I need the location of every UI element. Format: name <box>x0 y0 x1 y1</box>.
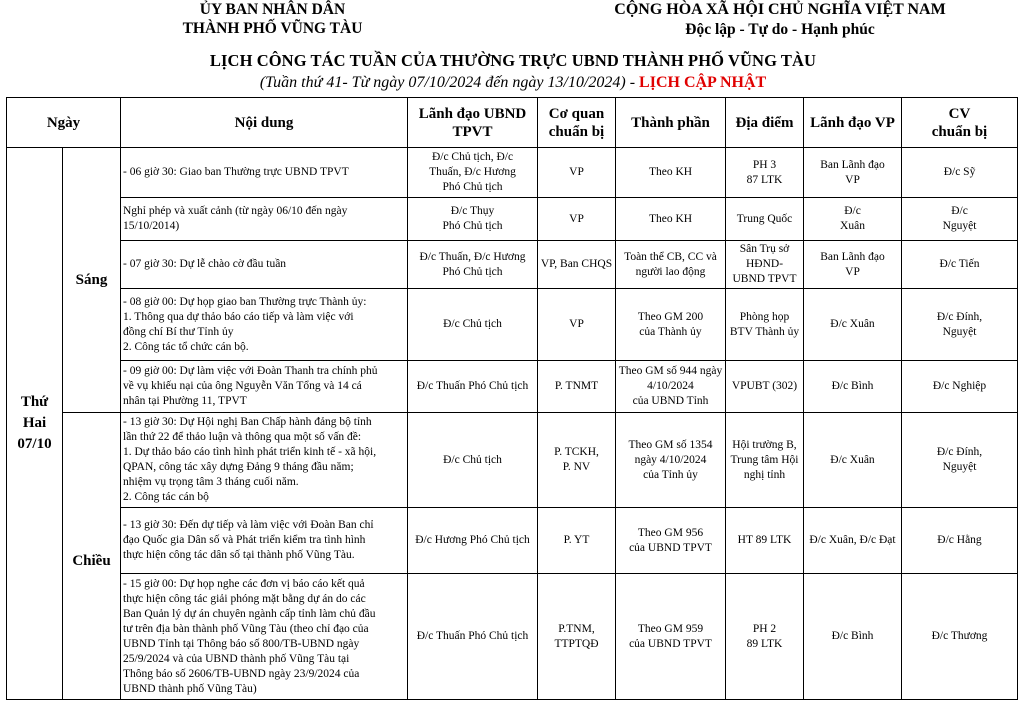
participants-cell-line: ngày 4/10/2024 <box>634 453 707 466</box>
col-header-day: Ngày <box>7 98 121 148</box>
content-cell-line: 25/9/2024 và của UBND thành phố Vũng Tàu tại <box>123 652 350 665</box>
cv-cell <box>902 574 1018 700</box>
leader-cell-line: Đ/c Thuấn Phó Chủ tịch <box>416 380 529 392</box>
content-cell-line: nhiệm vụ trọng tâm 3 tháng cuối năm. <box>123 476 299 488</box>
agency-cell <box>538 574 616 700</box>
content-cell-line: QPAN, công tác xây dựng Đảng 9 tháng đầu năm; <box>123 461 354 473</box>
office-leader-cell-line: Ban Lãnh đạo <box>820 158 885 171</box>
content-cell-line: UBND Tỉnh tại Thông báo số 800/TB-UBND ngày <box>123 637 360 650</box>
leader-cell-line: Đ/c Chủ tịch <box>443 318 502 330</box>
location-cell <box>726 198 804 241</box>
office-leader-cell <box>804 508 902 574</box>
office-leader-cell <box>804 289 902 361</box>
table-row <box>7 148 1018 198</box>
cv-cell-line: Đ/c Đính, <box>936 310 983 323</box>
leader-cell-line: Đ/c Thuấn Phó Chủ tịch <box>416 630 529 642</box>
agency-cell <box>538 198 616 241</box>
content-cell-line: 15/10/2014) <box>123 220 180 232</box>
participants-cell <box>616 413 726 508</box>
cv-cell-line: Nguyệt <box>942 461 977 473</box>
content-cell-line: nhân tại Phường 11, TPVT <box>123 395 247 407</box>
cv-cell <box>902 198 1018 241</box>
cv-cell-line: Nguyệt <box>942 325 977 338</box>
cv-cell-line: Đ/c Sỹ <box>943 166 976 178</box>
location-cell-line: Sân Trụ sở <box>739 243 790 255</box>
participants-cell <box>616 508 726 574</box>
leader-cell <box>408 574 538 700</box>
national-title: CỘNG HÒA XÃ HỘI CHỦ NGHĨA VIỆT NAM <box>614 1 946 18</box>
office-leader-cell-line: Đ/c Xuân <box>830 318 875 330</box>
issuer-line-2: THÀNH PHỐ VŨNG TÀU <box>182 20 363 37</box>
content-cell <box>121 508 408 574</box>
content-cell <box>121 198 408 241</box>
participants-cell-line: của UBND TPVT <box>629 637 712 650</box>
table-row <box>7 413 1018 508</box>
agency-cell-line: P.TNM, <box>558 622 595 635</box>
participants-cell-line: Theo KH <box>648 212 693 225</box>
agency-cell-line: VP, Ban CHQS <box>540 258 613 270</box>
location-cell <box>726 574 804 700</box>
location-cell-line: nghị tỉnh <box>743 468 786 481</box>
agency-cell-line: VP <box>569 318 584 330</box>
content-cell-line: lần thứ 22 để thảo luận và thông qua một số vấn đề: <box>123 431 362 443</box>
cv-cell <box>902 413 1018 508</box>
document-title: LỊCH CÔNG TÁC TUẦN CỦA THƯỜNG TRỰC UBND THÀNH PHỐ VŨNG TÀU <box>209 51 817 70</box>
leader-cell-line: Đ/c Thuấn, Đ/c Hương <box>419 250 526 263</box>
content-cell-line: tư trên địa bàn thành phố Vũng Tàu (theo chỉ đạo của <box>123 622 369 635</box>
cv-cell-line: Đ/c Hằng <box>937 534 982 546</box>
col-header-office-leader: Lãnh đạo VP <box>804 98 902 148</box>
office-leader-cell-line: Đ/c Bình <box>831 380 874 392</box>
content-cell-line: 1. Dự thảo báo cáo tình hình phát triển kinh tế - xã hội, <box>123 446 377 458</box>
content-cell-line: - 07 giờ 30: Dự lễ chào cờ đầu tuần <box>123 258 287 270</box>
location-cell-line: HT 89 LTK <box>737 534 792 546</box>
location-cell-line: 89 LTK <box>746 637 783 650</box>
agency-cell <box>538 289 616 361</box>
content-cell-line: đồng chí Bí thư Tỉnh ủy <box>123 325 234 338</box>
location-cell-line: BTV Thành ủy <box>729 325 800 338</box>
agency-cell-line: P. TNMT <box>554 380 599 392</box>
participants-cell-line: người lao động <box>635 265 706 278</box>
leader-cell-line: Phó Chủ tịch <box>442 265 503 278</box>
col-header-location: Địa điểm <box>726 98 804 148</box>
content-cell-line: UBND thành phố Vũng Tàu) <box>123 682 257 695</box>
content-cell-line: - 15 giờ 00: Dự họp nghe các đơn vị báo cáo kết quả <box>123 577 365 590</box>
cv-cell <box>902 241 1018 289</box>
agency-cell <box>538 508 616 574</box>
participants-cell-line: Theo GM 956 <box>637 526 704 539</box>
content-cell-line: về vụ khiếu nại của ông Nguyễn Văn Tổng và 14 cá <box>123 380 362 392</box>
location-cell <box>726 148 804 198</box>
leader-cell-line: Đ/c Hương Phó Chủ tịch <box>415 534 530 546</box>
day-label: 07/10 <box>17 436 52 452</box>
leader-cell-line: Đ/c Chủ tịch, Đ/c <box>431 151 514 163</box>
participants-cell <box>616 289 726 361</box>
participants-cell-line: của UBND Tỉnh <box>632 395 709 407</box>
office-leader-cell-line: VP <box>845 265 860 278</box>
participants-cell <box>616 574 726 700</box>
leader-cell-line: Đ/c Chủ tịch <box>443 453 502 466</box>
location-cell-line: VPUBT (302) <box>731 380 798 392</box>
office-leader-cell-line: Đ/c <box>844 205 861 217</box>
participants-cell-line: Theo GM 200 <box>637 310 704 323</box>
office-leader-cell <box>804 198 902 241</box>
content-cell <box>121 413 408 508</box>
content-cell-line: Nghỉ phép và xuất cảnh (từ ngày 06/10 đến ngày <box>123 205 348 217</box>
location-cell <box>726 289 804 361</box>
participants-cell-line: của UBND TPVT <box>629 541 712 554</box>
document-subtitle <box>0 73 1026 93</box>
agency-cell-line: P. YT <box>563 534 590 546</box>
agency-cell-line: TTPTQĐ <box>554 637 599 650</box>
office-leader-cell <box>804 148 902 198</box>
participants-cell <box>616 361 726 413</box>
agency-cell-line: VP <box>569 212 584 225</box>
location-cell-line: Hội trường B, <box>732 438 797 451</box>
office-leader-cell-line: Xuân <box>840 220 865 232</box>
cv-cell <box>902 361 1018 413</box>
participants-cell-line: Theo GM số 1354 <box>628 438 713 451</box>
participants-cell <box>616 148 726 198</box>
office-leader-cell-line: Đ/c Bình <box>831 630 874 642</box>
participants-cell-line: Theo GM 959 <box>637 622 704 635</box>
cv-cell-line: Đ/c Nghiệp <box>932 380 987 392</box>
schedule-table <box>6 97 1018 700</box>
cv-cell <box>902 289 1018 361</box>
location-cell-line: PH 2 <box>752 622 777 635</box>
content-cell-line: - 13 giờ 30: Đến dự tiếp và làm việc với Đoàn Ban chỉ <box>123 519 374 531</box>
col-header-cv: CV chuẩn bị <box>902 98 1018 148</box>
col-header-agency: Cơ quan chuẩn bị <box>538 98 616 148</box>
cv-cell-line: Đ/c Đính, <box>936 446 983 458</box>
content-cell-line: 2. Công tác cán bộ <box>123 491 209 503</box>
table-row <box>7 198 1018 241</box>
leader-cell-line: Thuấn, Đ/c Hương <box>429 166 516 178</box>
office-leader-cell-line: Đ/c Xuân <box>830 453 875 466</box>
office-leader-cell-line: VP <box>845 173 860 186</box>
content-cell-line: 2. Công tác tổ chức cán bộ. <box>123 340 249 353</box>
agency-cell-line: VP <box>569 166 584 178</box>
table-row <box>7 508 1018 574</box>
location-cell-line: PH 3 <box>752 158 777 171</box>
leader-cell-line: Đ/c Thụy <box>450 205 495 217</box>
location-cell <box>726 361 804 413</box>
issuer-line-1: ỦY BAN NHÂN DÂN <box>199 1 346 18</box>
week-range: (Tuần thứ 41- Từ ngày 07/10/2024 đến ngày 13/10/2024) - <box>259 74 636 91</box>
content-cell-line: thực hiện công tác giải phóng mặt bằng dự án do các <box>123 592 366 605</box>
agency-cell <box>538 413 616 508</box>
leader-cell <box>408 198 538 241</box>
leader-cell <box>408 241 538 289</box>
content-cell <box>121 574 408 700</box>
leader-cell <box>408 148 538 198</box>
issuer-header <box>150 0 395 38</box>
participants-cell <box>616 198 726 241</box>
location-cell-line: Trung Quốc <box>736 212 793 225</box>
agency-cell <box>538 241 616 289</box>
cv-cell-line: Đ/c <box>951 205 968 217</box>
location-cell-line: Trung tâm Hội <box>730 453 799 466</box>
location-cell-line: 87 LTK <box>746 173 783 186</box>
day-label: Thứ <box>20 394 49 410</box>
leader-cell <box>408 508 538 574</box>
content-cell-line: đạo Quốc gia Dân số và Phát triển kiểm tra tình hình <box>123 534 366 546</box>
col-header-participants: Thành phần <box>616 98 726 148</box>
cv-cell-line: Đ/c Tiến <box>939 258 980 270</box>
table-row <box>7 361 1018 413</box>
location-cell <box>726 508 804 574</box>
day-cell <box>7 148 63 700</box>
table-row <box>7 574 1018 700</box>
cv-cell <box>902 508 1018 574</box>
office-leader-cell <box>804 361 902 413</box>
session-afternoon: Chiều <box>63 413 121 700</box>
content-cell <box>121 289 408 361</box>
agency-cell <box>538 148 616 198</box>
content-cell-line: - 08 giờ 00: Dự họp giao ban Thường trực Thành ủy: <box>123 295 367 308</box>
cv-cell-line: Đ/c Thương <box>931 630 988 642</box>
col-header-leader: Lãnh đạo UBND TPVT <box>408 98 538 148</box>
cv-cell-line: Nguyệt <box>942 220 977 232</box>
content-cell <box>121 241 408 289</box>
participants-cell <box>616 241 726 289</box>
col-header-content: Nội dung <box>121 98 408 148</box>
content-cell-line: Ban Quản lý dự án chuyên ngành cấp tỉnh làm chủ đầu <box>123 607 376 620</box>
content-cell-line: thực hiện công tác dân số tại thành phố Vũng Tàu. <box>123 549 355 561</box>
update-label: LỊCH CẬP NHẬT <box>639 74 767 91</box>
national-header <box>560 0 1000 40</box>
location-cell-line: UBND TPVT <box>732 273 797 285</box>
table-header-row <box>7 98 1018 148</box>
session-morning: Sáng <box>63 148 121 413</box>
cv-cell <box>902 148 1018 198</box>
location-cell-line: HĐND- <box>745 258 784 270</box>
participants-cell-line: Toàn thể CB, CC và <box>624 250 717 263</box>
location-cell-line: Phòng họp <box>739 310 790 323</box>
office-leader-cell <box>804 574 902 700</box>
content-cell-line: Thông báo số 2606/TB-UBND ngày 23/9/2024 của <box>123 667 360 680</box>
participants-cell-line: của Thành ủy <box>639 325 702 338</box>
leader-cell <box>408 413 538 508</box>
agency-cell-line: P. NV <box>562 461 591 473</box>
leader-cell <box>408 289 538 361</box>
content-cell-line: - 09 giờ 00: Dự làm việc với Đoàn Thanh tra chính phủ <box>123 365 378 377</box>
office-leader-cell <box>804 413 902 508</box>
leader-cell-line: Phó Chủ tịch <box>442 181 503 193</box>
leader-cell <box>408 361 538 413</box>
location-cell <box>726 413 804 508</box>
national-motto: Độc lập - Tự do - Hạnh phúc <box>685 21 875 38</box>
content-cell <box>121 361 408 413</box>
participants-cell-line: của Tỉnh ủy <box>643 468 698 481</box>
office-leader-cell-line: Ban Lãnh đạo <box>820 250 885 263</box>
location-cell <box>726 241 804 289</box>
office-leader-cell <box>804 241 902 289</box>
content-cell-line: 1. Thông qua dự thảo báo cáo tiếp và làm việc với <box>123 310 354 323</box>
participants-cell-line: Theo KH <box>648 166 693 178</box>
content-cell <box>121 148 408 198</box>
participants-cell-line: Theo GM số 944 ngày <box>618 365 723 377</box>
content-cell-line: - 06 giờ 30: Giao ban Thường trực UBND TPVT <box>123 166 349 178</box>
content-cell-line: - 13 giờ 30: Dự Hội nghị Ban Chấp hành đảng bộ tỉnh <box>123 416 372 428</box>
agency-cell <box>538 361 616 413</box>
table-row <box>7 289 1018 361</box>
table-row <box>7 241 1018 289</box>
office-leader-cell-line: Đ/c Xuân, Đ/c Đạt <box>809 534 896 546</box>
leader-cell-line: Phó Chủ tịch <box>442 220 503 232</box>
participants-cell-line: 4/10/2024 <box>647 380 694 392</box>
agency-cell-line: P. TCKH, <box>554 446 599 458</box>
day-label: Hai <box>22 415 47 431</box>
